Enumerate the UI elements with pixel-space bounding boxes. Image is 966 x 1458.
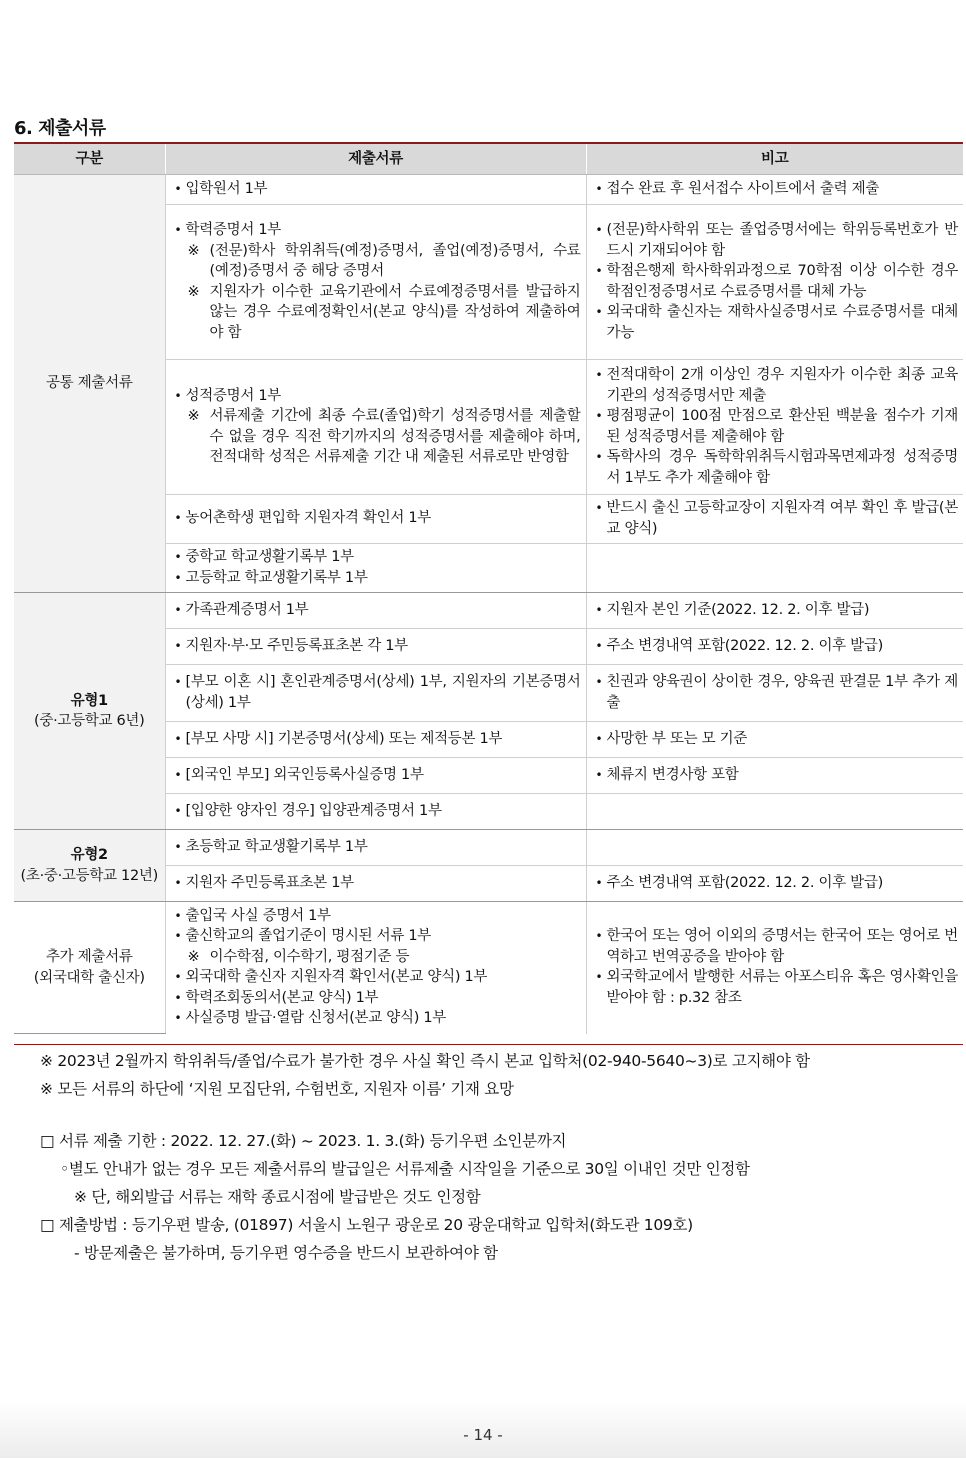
issue-rule-line: ◦별도 안내가 없는 경우 모든 제출서류의 발급일은 서류제출 시작일을 기준으로 30일 이내인 것만 인정함 (60, 1160, 750, 1178)
doc-item: • 학력증명서 1부 (174, 220, 581, 241)
remark-item: • 평점평균이 100점 만점으로 환산된 백분율 점수가 기재된 성적증명서를 제출해야 함 (595, 406, 959, 447)
doc-item: • 고등학교 학교생활기록부 1부 (174, 568, 581, 589)
remark-item: • 체류지 변경사항 포함 (595, 765, 959, 786)
table-header-row (14, 143, 963, 175)
doc-item: • 입학원서 1부 (174, 179, 581, 200)
deadline-line: □ 서류 제출 기한 : 2022. 12. 27.(화) ~ 2023. 1. 3.(화) 등기우편 소인분까지 (40, 1132, 567, 1150)
remark-item: • 학점은행제 학사학위과정으로 70학점 이상 이수한 경우 학점인정증명서로 수료증명서를 대체 가능 (595, 261, 959, 302)
category-extra-sub: (외국대학 출신자) (33, 969, 145, 986)
note-item: ※ 2023년 2월까지 학위취득/졸업/수료가 불가한 경우 사실 확인 즉시 본교 입학처(02-940-5640~3)로 고지해야 함 (40, 1052, 810, 1070)
overseas-note-line: ※ 단, 해외발급 서류는 재학 종료시점에 발급받은 것도 인정함 (74, 1188, 481, 1206)
category-type2-title: 유형2 (70, 847, 108, 863)
method-line: □ 제출방법 : 등기우편 발송, (01897) 서울시 노원구 광운로 20 광운대학교 입학처(화도관 109호) (40, 1216, 693, 1234)
doc-item: • 농어촌학생 편입학 지원자격 확인서 1부 (174, 508, 581, 529)
doc-item: • 사실증명 발급·열람 신청서(본교 양식) 1부 (174, 1008, 581, 1029)
remarks-cell (586, 665, 963, 722)
doc-note: ※ 이수학점, 이수학기, 평점기준 등 (174, 947, 581, 968)
doc-item: • [부모 사망 시] 기본증명서(상세) 또는 제적등본 1부 (174, 729, 581, 750)
remark-item: • 주소 변경내역 포함(2022. 12. 2. 이후 발급) (595, 873, 959, 894)
docs-cell (165, 495, 586, 544)
category-common-label: 공통 제출서류 (45, 375, 133, 392)
doc-note: ※ 지원자가 이수한 교육기관에서 수료예정증명서를 발급하지 않는 경우 수료예정확인서(본교 양식)를 작성하여 제출하여야 함 (174, 282, 581, 344)
docs-cell (165, 360, 586, 495)
remarks-cell (586, 205, 963, 360)
category-type2 (14, 830, 165, 902)
docs-cell (165, 758, 586, 794)
category-type1 (14, 593, 165, 830)
remarks-cell (586, 593, 963, 629)
category-extra (14, 902, 165, 1034)
remark-item: • 접수 완료 후 원서접수 사이트에서 출력 제출 (595, 179, 959, 200)
category-type2-sub: (초·중·고등학교 12년) (20, 867, 158, 884)
table-row (14, 593, 963, 629)
table-row (14, 830, 963, 866)
note-item: ※ 모든 서류의 하단에 ‘지원 모집단위, 수험번호, 지원자 이름’ 기재 요망 (40, 1080, 514, 1098)
docs-cell (165, 722, 586, 758)
remark-item: • 지원자 본인 기준(2022. 12. 2. 이후 발급) (595, 600, 959, 621)
category-extra-title: 추가 제출서류 (45, 949, 133, 965)
docs-cell (165, 866, 586, 902)
docs-cell (165, 902, 586, 1034)
doc-item: • 지원자·부·모 주민등록표초본 각 1부 (174, 636, 581, 657)
doc-item: • 외국대학 출신자 지원자격 확인서(본교 양식) 1부 (174, 967, 581, 988)
doc-note: ※ 서류제출 기간에 최종 수료(졸업)학기 성적증명서를 제출할 수 없을 경우 직전 학기까지의 성적증명서를 제출해야 하며, 전적대학 성적은 서류제출 기간 내 제출된 서류로만 반영함 (174, 406, 581, 468)
remarks-cell (586, 175, 963, 205)
notes-block (14, 1044, 963, 1103)
category-type1-sub: (중·고등학교 6년) (34, 713, 145, 729)
remarks-cell (586, 495, 963, 544)
remarks-cell (586, 360, 963, 495)
docs-cell (165, 593, 586, 629)
remarks-cell (586, 722, 963, 758)
remark-item: • 주소 변경내역 포함(2022. 12. 2. 이후 발급) (595, 636, 959, 657)
visit-note-line: - 방문제출은 불가하며, 등기우편 영수증을 반드시 보관하여야 함 (74, 1244, 498, 1262)
doc-item: • 초등학교 학교생활기록부 1부 (174, 837, 581, 858)
doc-item: • 중학교 학교생활기록부 1부 (174, 547, 581, 568)
submission-schedule (40, 1127, 960, 1267)
page-title: 6. 제출서류 (14, 118, 106, 139)
remark-item: • 독학사의 경우 독학학위취득시험과목면제과정 성적증명서 1부도 추가 제출해야 함 (595, 447, 959, 488)
doc-item: • [입양한 양자인 경우] 입양관계증명서 1부 (174, 801, 581, 822)
doc-item: • 출입국 사실 증명서 1부 (174, 906, 581, 927)
table-row (14, 902, 963, 1034)
header-documents: 제출서류 (165, 143, 586, 175)
remark-item: • 외국학교에서 발행한 서류는 아포스티유 혹은 영사확인을 받아야 함 : p.32 참조 (595, 967, 959, 1008)
remarks-cell (586, 830, 963, 866)
remark-item: • 반드시 출신 고등학교장이 지원자격 여부 확인 후 발급(본교 양식) (595, 498, 959, 539)
docs-cell (165, 665, 586, 722)
docs-cell (165, 175, 586, 205)
category-type1-title: 유형1 (70, 692, 108, 709)
doc-item: • 가족관계증명서 1부 (174, 600, 581, 621)
doc-note: ※ (전문)학사 학위취득(예정)증명서, 졸업(예정)증명서, 수료(예정)증명서 중 해당 증명서 (174, 241, 581, 282)
remark-item: • (전문)학사학위 또는 졸업증명서에는 학위등록번호가 반드시 기재되어야 함 (595, 220, 959, 261)
header-remarks: 비고 (586, 143, 963, 175)
remark-item: • 전적대학이 2개 이상인 경우 지원자가 이수한 최종 교육기관의 성적증명서만 제출 (595, 365, 959, 406)
remarks-cell (586, 629, 963, 665)
remarks-cell (586, 902, 963, 1034)
header-category: 구분 (14, 143, 165, 175)
doc-item: • 학력조회동의서(본교 양식) 1부 (174, 988, 581, 1009)
remark-item: • 외국대학 출신자는 재학사실증명서로 수료증명서를 대체 가능 (595, 302, 959, 343)
remarks-cell (586, 866, 963, 902)
doc-item: • [외국인 부모] 외국인등록사실증명 1부 (174, 765, 581, 786)
doc-item: • [부모 이혼 시] 혼인관계증명서(상세) 1부, 지원자의 기본증명서(상세) 1부 (174, 672, 581, 713)
doc-item: • 지원자 주민등록표초본 1부 (174, 873, 581, 894)
docs-cell (165, 205, 586, 360)
remarks-cell (586, 794, 963, 830)
page-number: - 14 - (463, 1426, 503, 1444)
category-common (14, 175, 165, 593)
doc-item: • 출신학교의 졸업기준이 명시된 서류 1부 (174, 926, 581, 947)
docs-cell (165, 830, 586, 866)
remarks-cell (586, 758, 963, 794)
remark-item: • 한국어 또는 영어 이외의 증명서는 한국어 또는 영어로 번역하고 번역공증을 받아야 함 (595, 926, 959, 967)
remark-item: • 친권과 양육권이 상이한 경우, 양육권 판결문 1부 추가 제출 (595, 672, 959, 713)
docs-cell (165, 794, 586, 830)
docs-cell (165, 629, 586, 665)
documents-table (14, 142, 963, 1034)
remarks-cell (586, 544, 963, 593)
docs-cell (165, 544, 586, 593)
remark-item: • 사망한 부 또는 모 기준 (595, 729, 959, 750)
table-row (14, 175, 963, 205)
doc-item: • 성적증명서 1부 (174, 386, 581, 407)
